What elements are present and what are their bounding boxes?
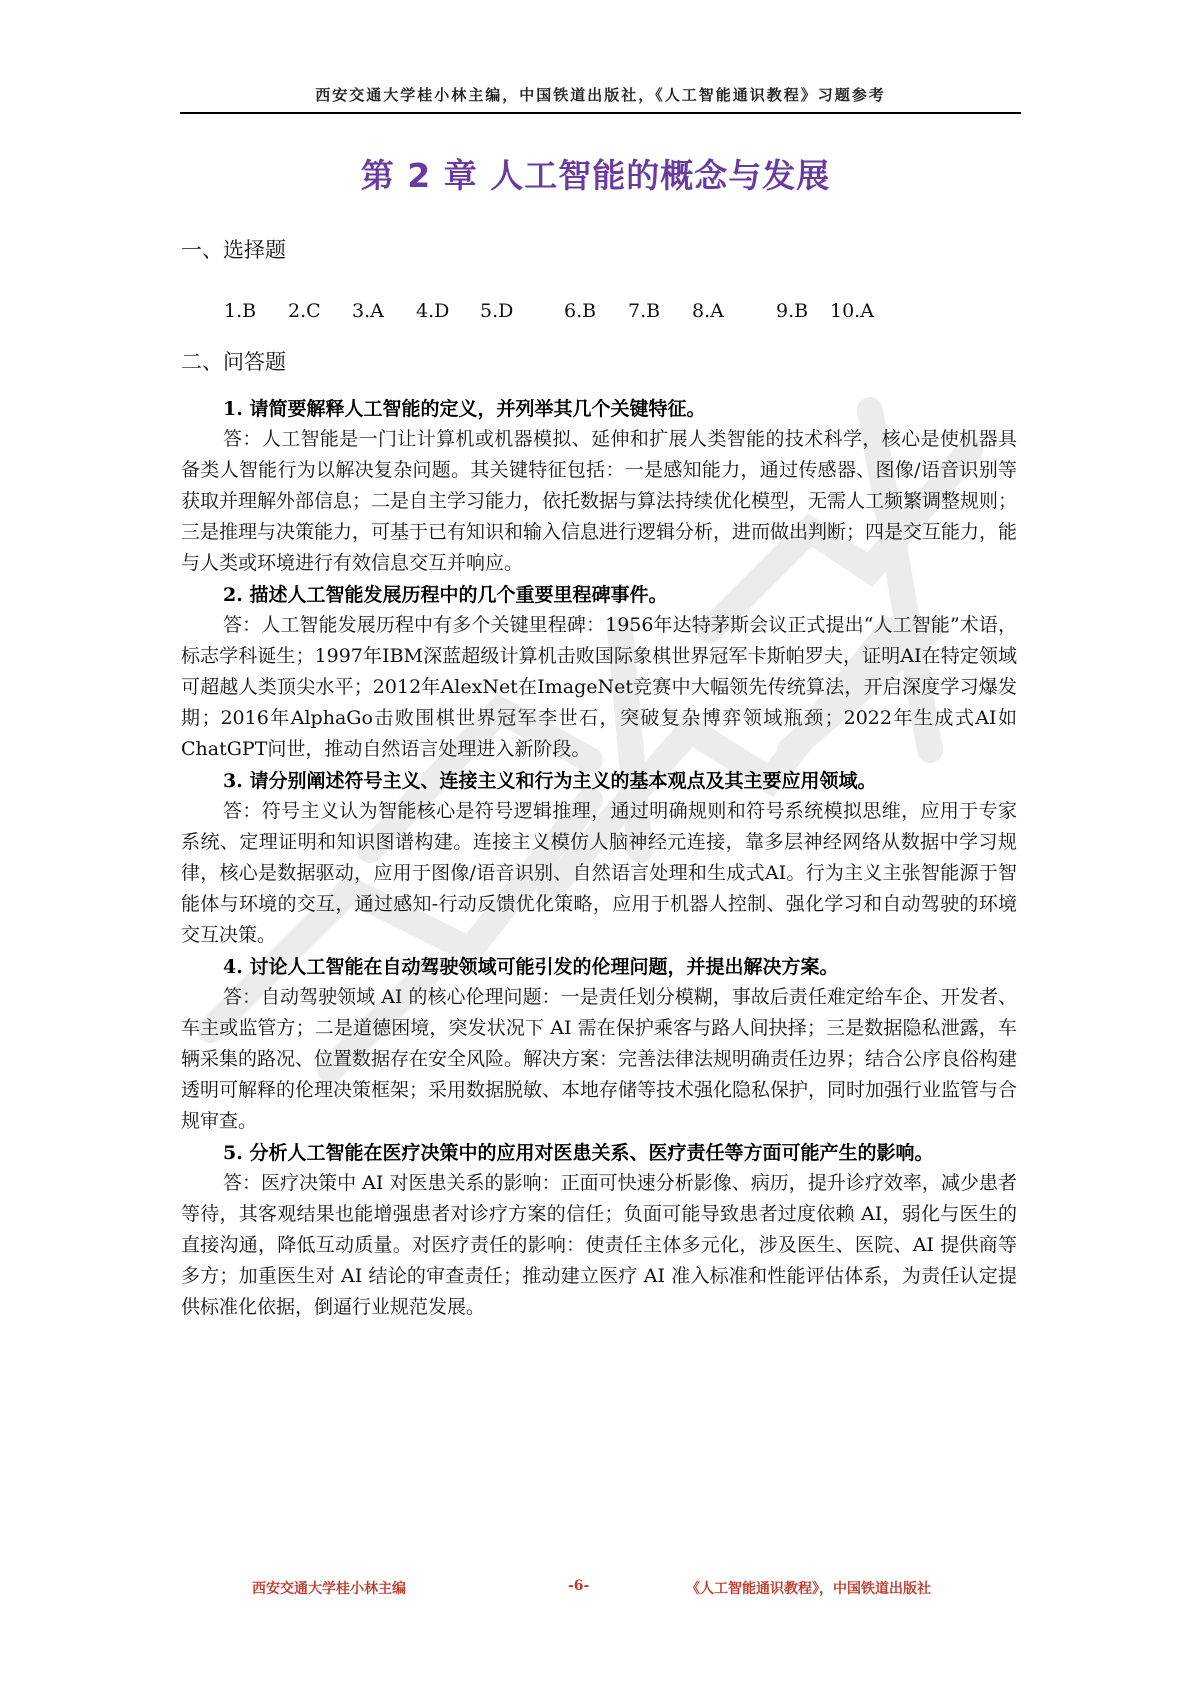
answer-text-4: 答：自动驾驶领域 AI 的核心伦理问题：一是责任划分模糊，事故后责任难定给车企、开发者、车主或监管方；二是道德困境，突发状况下 AI 需在保护乘客与路人间抉择；三是数据隐私泄露，车辆采集的路况、位置数据存在安全风险。解决方案：完善法律法规明确责任边界；结合公序良俗构建透明可解释的伦理决策框架；采用数据脱敏、本地存储等技术强化隐私保护，同时加强行业监管与合规审查。: [181, 986, 1018, 1132]
footer-left: 西安交通大学桂小林主编: [252, 1581, 406, 1597]
answer-9: 9.B: [776, 300, 809, 322]
answer-text-2: 答：人工智能发展历程中有多个关键里程碑：1956年达特茅斯会议正式提出“人工智能”术语，标志学科诞生；1997年IBM深蓝超级计算机击败国际象棋世界冠军卡斯帕罗夫，证明AI在特定领域可超越人类顶尖水平；2012年AlexNet在ImageNet竞赛中大幅领先传统算法，开启深度学习爆发期；2016年AlphaGo击败围棋世界冠军李世石，突破复杂博弈领域瓶颈；2022年生成式AI如ChatGPT问世，推动自然语言处理进入新阶段。: [181, 614, 1017, 760]
chapter-title: 第 2 章 人工智能的概念与发展: [360, 156, 831, 195]
footer-right: 《人工智能通识教程》，中国铁道出版社: [686, 1581, 931, 1597]
qa-item-5: [181, 1138, 1017, 1323]
question-3: 3. 请分别阐述符号主义、连接主义和行为主义的基本观点及其主要应用领域。: [223, 770, 877, 792]
question-1: 1. 请简要解释人工智能的定义，并列举其几个关键特征。: [223, 398, 706, 420]
footer-page-number: -6-: [568, 1578, 590, 1594]
qa-item-3: [181, 766, 1017, 951]
answer-2: 2.C: [288, 300, 321, 322]
section-heading-qa: 二、问答题: [181, 350, 286, 374]
qa-item-4: [181, 952, 1017, 1137]
question-4: 4. 讨论人工智能在自动驾驶领域可能引发的伦理问题，并提出解决方案。: [223, 956, 839, 978]
qa-item-1: [181, 394, 1017, 579]
section-heading-choice: 一、选择题: [181, 238, 286, 262]
answer-text-5: 答：医疗决策中 AI 对医患关系的影响：正面可快速分析影像、病历，提升诊疗效率，减少患者等待，其客观结果也能增强患者对诊疗方案的信任；负面可能导致患者过度依赖 AI，弱化与医生的直接沟通，降低互动质量。对医疗责任的影响：使责任主体多元化，涉及医生、医院、AI 提供商等多方；加重医生对 AI 结论的审查责任；推动建立医疗 AI 准入标准和性能评估体系，为责任认定提供标准化依据，倒逼行业规范发展。: [181, 1172, 1017, 1318]
answer-6: 6.B: [564, 300, 597, 322]
answer-text-3: 答：符号主义认为智能核心是符号逻辑推理，通过明确规则和符号系统模拟思维，应用于专家系统、定理证明和知识图谱构建。连接主义模仿人脑神经元连接，靠多层神经网络从数据中学习规律，核心是数据驱动，应用于图像/语音识别、自然语言处理和生成式AI。行为主义主张智能源于智能体与环境的交互，通过感知-行动反馈优化策略，应用于机器人控制、强化学习和自动驾驶的环境交互决策。: [181, 800, 1017, 946]
answer-5: 5.D: [480, 300, 514, 322]
answer-4: 4.D: [416, 300, 450, 322]
qa-item-2: [181, 580, 1017, 765]
answer-3: 3.A: [352, 300, 384, 322]
answer-10: 10.A: [830, 300, 874, 322]
answer-text-1: 答：人工智能是一门让计算机或机器模拟、延伸和扩展人类智能的技术科学，核心是使机器具备类人智能行为以解决复杂问题。其关键特征包括：一是感知能力，通过传感器、图像/语音识别等获取并理解外部信息；二是自主学习能力，依托数据与算法持续优化模型，无需人工频繁调整规则；三是推理与决策能力，可基于已有知识和输入信息进行逻辑分析，进而做出判断；四是交互能力，能与人类或环境进行有效信息交互并响应。: [181, 428, 1018, 574]
answer-8: 8.A: [692, 300, 724, 322]
answer-1: 1.B: [224, 300, 257, 322]
question-5: 5. 分析人工智能在医疗决策中的应用对医患关系、医疗责任等方面可能产生的影响。: [223, 1142, 934, 1164]
question-2: 2. 描述人工智能发展历程中的几个重要里程碑事件。: [223, 584, 668, 606]
page-header: 西安交通大学桂小林主编，中国铁道出版社，《人工智能通识教程》习题参考: [180, 84, 1021, 114]
answer-7: 7.B: [628, 300, 661, 322]
